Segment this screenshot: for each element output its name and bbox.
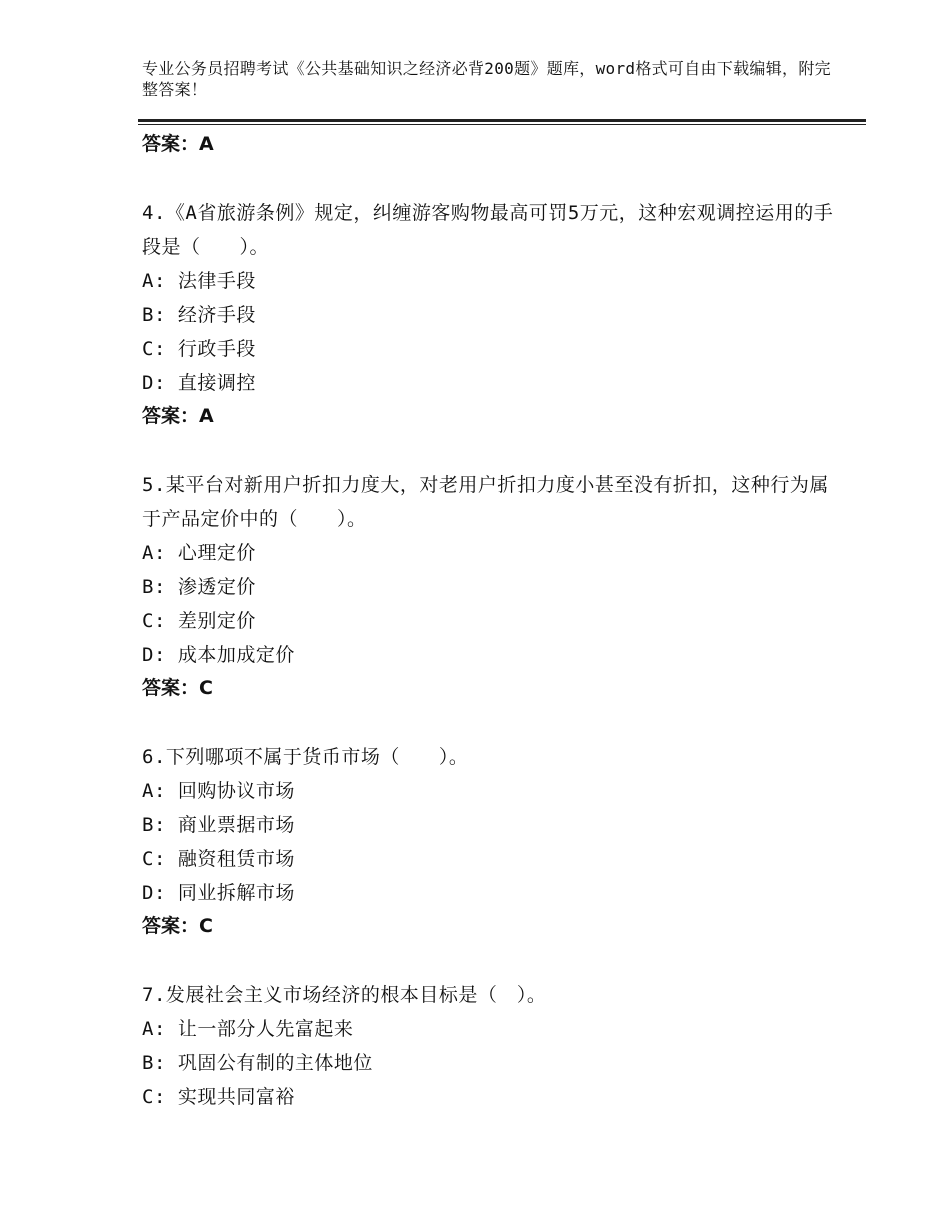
question-5 xyxy=(142,468,842,704)
option-text: 渗透定价 xyxy=(177,576,256,598)
option-letter: B: xyxy=(142,576,166,598)
header-text: 专业公务员招聘考试《公共基础知识之经济必背200题》题库，word格式可自由下载编辑，附完整答案！ xyxy=(142,59,831,99)
answer-value: A xyxy=(199,405,214,427)
answer-value: A xyxy=(199,133,214,155)
answer-label: 答案： xyxy=(142,133,200,155)
question-number: 5. xyxy=(142,474,166,496)
question-stem: 某平台对新用户折扣力度大，对老用户折扣力度小甚至没有折扣，这种行为属于产品定价中的（ ）。 xyxy=(142,474,829,530)
question-7 xyxy=(142,978,842,1114)
option-c xyxy=(142,1080,842,1114)
option-text: 差别定价 xyxy=(177,610,256,632)
header-rule-thick xyxy=(138,119,866,122)
option-text: 融资租赁市场 xyxy=(177,848,295,870)
option-text: 让一部分人先富起来 xyxy=(177,1018,354,1040)
option-letter: B: xyxy=(142,1052,166,1074)
question-number: 7. xyxy=(142,984,166,1006)
option-text: 行政手段 xyxy=(177,338,256,360)
option-letter: A: xyxy=(142,780,166,802)
page-header xyxy=(142,58,832,100)
question-stem: 《A省旅游条例》规定，纠缠游客购物最高可罚5万元，这种宏观调控运用的手段是（ ）。 xyxy=(142,202,834,258)
option-letter: B: xyxy=(142,814,166,836)
question-text xyxy=(142,978,842,1012)
option-text: 法律手段 xyxy=(177,270,256,292)
answer-label: 答案： xyxy=(142,915,200,937)
option-b xyxy=(142,1046,842,1080)
option-text: 实现共同富裕 xyxy=(177,1086,295,1108)
option-letter: D: xyxy=(142,372,166,394)
option-b xyxy=(142,808,842,842)
answer-line xyxy=(142,128,842,160)
option-letter: C: xyxy=(142,848,166,870)
answer-label: 答案： xyxy=(142,677,200,699)
option-letter: A: xyxy=(142,270,166,292)
option-b xyxy=(142,570,842,604)
option-c xyxy=(142,842,842,876)
option-text: 心理定价 xyxy=(177,542,256,564)
question-stem: 发展社会主义市场经济的根本目标是（ ）。 xyxy=(165,984,547,1006)
option-a xyxy=(142,536,842,570)
option-a xyxy=(142,774,842,808)
option-text: 商业票据市场 xyxy=(177,814,295,836)
question-stem: 下列哪项不属于货币市场（ ）。 xyxy=(165,746,469,768)
option-c xyxy=(142,332,842,366)
option-letter: C: xyxy=(142,1086,166,1108)
option-letter: A: xyxy=(142,1018,166,1040)
option-d xyxy=(142,876,842,910)
option-text: 同业拆解市场 xyxy=(177,882,295,904)
option-text: 成本加成定价 xyxy=(177,644,295,666)
option-text: 巩固公有制的主体地位 xyxy=(177,1052,373,1074)
answer-value: C xyxy=(199,677,213,699)
option-letter: C: xyxy=(142,610,166,632)
question-number: 4. xyxy=(142,202,166,224)
header-rule xyxy=(138,119,866,125)
option-letter: A: xyxy=(142,542,166,564)
answer-label: 答案： xyxy=(142,405,200,427)
option-c xyxy=(142,604,842,638)
document-content xyxy=(142,128,842,1114)
option-a xyxy=(142,264,842,298)
option-a xyxy=(142,1012,842,1046)
option-letter: B: xyxy=(142,304,166,326)
option-letter: D: xyxy=(142,882,166,904)
answer-line xyxy=(142,910,842,942)
option-text: 直接调控 xyxy=(177,372,256,394)
question-text xyxy=(142,740,842,774)
option-text: 回购协议市场 xyxy=(177,780,295,802)
option-letter: C: xyxy=(142,338,166,360)
header-rule-thin xyxy=(138,124,866,125)
question-6 xyxy=(142,740,842,942)
answer-line xyxy=(142,672,842,704)
answer-line xyxy=(142,400,842,432)
question-number: 6. xyxy=(142,746,166,768)
option-letter: D: xyxy=(142,644,166,666)
question-4 xyxy=(142,196,842,432)
option-b xyxy=(142,298,842,332)
answer-value: C xyxy=(199,915,213,937)
option-d xyxy=(142,638,842,672)
option-d xyxy=(142,366,842,400)
question-text xyxy=(142,196,842,264)
question-text xyxy=(142,468,842,536)
option-text: 经济手段 xyxy=(177,304,256,326)
